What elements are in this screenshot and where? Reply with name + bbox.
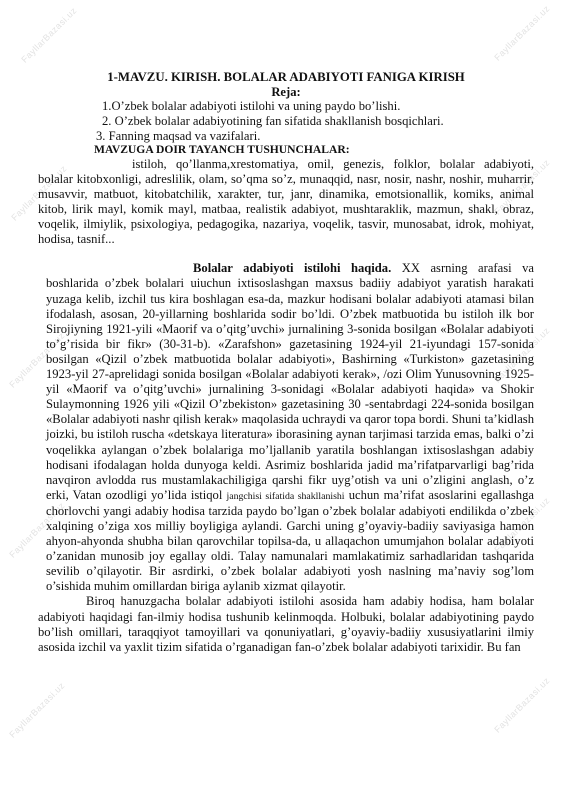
watermark: FayllarBazasi.uz [492,325,552,385]
concepts-text: istiloh, qo’llanma,xrestomatiya, omil, genezis, folklor, bolalar adabiyoti, bolalar kitobxonligi, adreslilik, olam, so’qma so’z, munaqqid, nasr, nosir, nashr, noshir, muharrir, musavvir, matbuot, kitobatchilik, xarakter, tur, janr, dinamika, emotsionallik, komiks, animal kitob, lirik mayl, komik mayl, matbaa, realistik adabiyot, mushtaraklik, mazmun, shakl, obraz, voqelik, ilmiylik, psixologiya, pedagogika, nazariya, voqelik, tasvir, munosabat, idrok, mohiyat, hodisa, tasnif... [38,157,534,247]
paragraph-text: XX asrning arafasi va boshlarida o’zbek bolalari uiuchun ixtisoslashgan maxsus badiiy adabiyot yaratish harakati yuzaga kelib, izchil tus kira boshlagan esa-da, mazkur hodisani bolalar adabiyoti atamasi bilan ifodalash, asosan, 20-yillarning boshlarida sodir bo’ldi. O’zbek matbuotida bu istiloh ilk bor Sirojiyning 1921-yili «Maorif va o’qitg’uvchi» jurnalining 3-sonida bosilgan «Bolalar adabiyoti to’g’risida bir fikr» (30-31-b). «Zarafshon» gazetasining 1924-yil 21-iyundagi 157-sonida bosilgan «Qizil o’zbek matbuotida bolalar adabiyoti», Bashirning «Turkiston» gazetasining 1923-yil 27-aprelidagi sonida bosilgan «Bolalar adabiyoti kerak», /ozi Olim Yunusovning 1925-yil «Maorif va o’qitg’uvchi» jurnalining 3-sonidagi «Bolalar adabiyoti haqida» va Shokir Sulaymonning 1926 yili «Qizil O’zbekiston» gazetasining 30 -sentabrdagi 224-sonida bosilgan «Bolalar adabiyoti nashr qilish kerak» maqolasida uchraydi va qaror topa bordi. Shuni ta’kidlash joizki, bu istiloh ruscha «detskaya literatura» iborasining aynan tarjimasi tarzida emas, balki o’zi voqelikka aylangan o’zbek bolalariga mo’ljallanib yaratila boshlangan ixtisoslashgan adabiy hodisani ifodalagan holda dunyoga keldi. Asrimiz boshlarida jadid ma’rifatparvarligi bag’rida navqiron avlodda rus mustamlakachiligiga qarshi fikr uyg’otish va uni o’zligini anglash, o’z erki, Vatan ozodligi yo’lida istiqol [46,261,534,502]
paragraph-text: uchun ma’rifat asoslarini egallashga chorlovchi yangi adabiy hodisa tarzida paydo bo’lgan o’zbek bolalar adabiyoti endilikda o’zbek xalqining o’ziga xos milliy boyligiga aylandi. Garchi uning g’oyaviy-badiiy saviyasiga hamon ahyon-ahyonda shubha bilan qarovchilar topilsa-da, u allaqachon umumjahon bolalar adabiyoti o’zanidan munosib joy egallay oldi. Talay namunalari mamlakatimiz sarhadlaridan tashqarida sevilib o’qilayotir. Bir asrdirki, o’zbek bolalar adabiyoti yosh naslning ma’naviy sog’lom o’sishida muhim omillardan biriga aylanib xizmat qilayotir. [46,487,534,594]
plan-item: 1.O’zbek bolalar adabiyoti istilohi va uning paydo bo’lishi. [102,99,401,113]
watermark: FayllarBazasi.uz [7,330,67,390]
watermark: FayllarBazasi.uz [492,3,552,63]
plan-item: 2. O’zbek bolalar adabiyotining fan sifatida shakllanish bosqichlari. [102,113,444,128]
watermark: FayllarBazasi.uz [9,163,69,223]
concepts-heading: MAVZUGA DOIR TAYANCH TUSHUNCHALAR: [94,143,350,157]
watermark: FayllarBazasi.uz [492,157,552,217]
watermark: FayllarBazasi.uz [492,675,552,735]
body-paragraph: Biroq hanuzgacha bolalar adabiyoti istilohi asosida ham adabiy hodisa, ham bolalar adabiyoti haqidagi fan-ilmiy hodisa tushunib kelinmoqda. Holbuki, bolalar adabiyotining paydo bo’lish omillari, taraqqiyot tamoyillari va qonuniyatlari, g’oyaviy-badiiy xususiyatlarini ilmiy asosida izchil va yaxlit tizim sifatida o’rganadigan fan-o’zbek bolalar adabiyoti tarixidir. Bu fan [38,594,534,654]
watermark: FayllarBazasi.uz [7,500,67,560]
document-content [38,70,534,655]
watermark: FayllarBazasi.uz [19,5,79,65]
watermark: FayllarBazasi.uz [492,495,552,555]
plan-heading: Reja: [271,84,301,99]
plan-list [38,99,534,143]
watermark: FayllarBazasi.uz [7,680,67,740]
plan-item: 3. Fanning maqsad va vazifalari. [96,128,261,143]
body-paragraph [38,261,534,594]
page-title: 1-MAVZU. KIRISH. BOLALAR ADABIYOTI FANIGA KIRISH [107,70,465,84]
paragraph-small-text: jangchisi sifatida shakllanishi [226,490,345,502]
section-heading: Bolalar adabiyoti istilohi haqida. [193,261,392,276]
